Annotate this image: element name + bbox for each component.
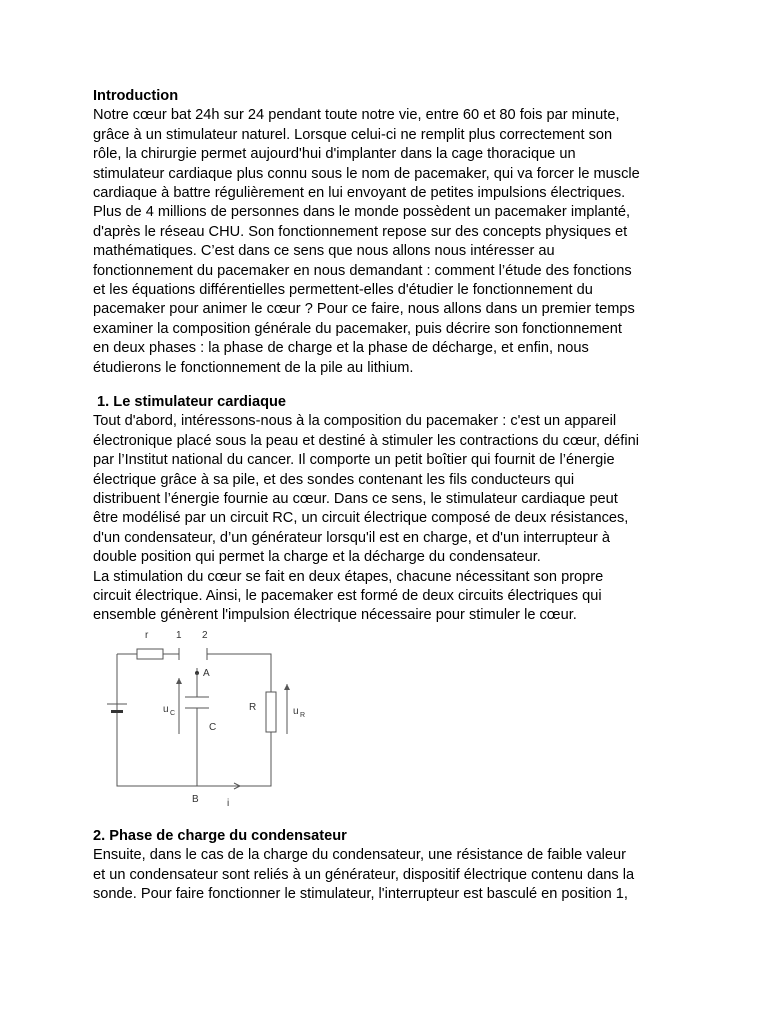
label-uc-subscript: C — [170, 710, 176, 717]
text-line: étudierons le fonctionnement de la pile au lithium. — [93, 359, 414, 376]
stimulateur-section — [93, 393, 689, 626]
introduction-section — [93, 87, 689, 378]
text-line: La stimulation du cœur se fait en deux étapes, chacune nécessitant son propre — [93, 568, 604, 585]
resistor-R — [266, 692, 276, 732]
section-1-heading: 1. Le stimulateur cardiaque — [93, 394, 287, 410]
battery-plate — [111, 710, 123, 713]
label-1: 1 — [176, 630, 182, 641]
text-line: Tout d'abord, intéressons-nous à la composition du pacemaker : c'est un appareil — [93, 413, 617, 430]
ur-arrowhead — [284, 684, 290, 690]
text-line: mathématiques. C’est dans ce sens que nous allons nous intéresser au — [93, 243, 555, 260]
text-line: être modélisé par un circuit RC, un circuit électrique composé de deux résistances, — [93, 510, 629, 527]
text-line: Notre cœur bat 24h sur 24 pendant toute notre vie, entre 60 et 80 fois par minute, — [93, 107, 620, 124]
introduction-heading: Introduction — [93, 88, 179, 104]
text-line: rôle, la chirurgie permet aujourd'hui d'implanter dans la cage thoracique un — [93, 146, 576, 163]
text-line: d'un condensateur, d’un générateur lorsqu'il est en charge, et d'un interrupteur à — [93, 529, 611, 546]
label-i: i — [227, 798, 230, 809]
uc-arrowhead — [176, 678, 182, 684]
circuit-wire — [117, 654, 271, 786]
label-R: R — [249, 702, 257, 713]
text-line: ensemble génèrent l'impulsion électrique nécessaire pour stimuler le cœur. — [93, 607, 577, 624]
rc-circuit-diagram — [93, 626, 333, 812]
text-line: fonctionnement du pacemaker en nous demandant : comment l’étude des fonctions — [93, 262, 632, 279]
label-r: r — [145, 630, 149, 641]
label-c: C — [209, 722, 217, 733]
text-line: et les équations différentielles permettent-elles d'étudier le fonctionnement du — [93, 282, 593, 299]
charge-section — [93, 827, 689, 905]
text-line: pacemaker pour animer le cœur ? Pour ce faire, nous allons dans un premier temps — [93, 301, 635, 318]
text-line: double position qui permet la charge et la décharge du condensateur. — [93, 549, 541, 566]
text-line: distribuent l’énergie fournie au cœur. Dans ce sens, le stimulateur cardiaque peut — [93, 491, 618, 508]
text-line: en deux phases : la phase de charge et la phase de décharge, et enfin, nous — [93, 340, 589, 357]
label-2: 2 — [202, 630, 208, 641]
text-line: électronique placé sous la peau et destiné à stimuler les contractions du cœur, défini — [93, 432, 639, 449]
text-line: électrique grâce à sa pile, et des sondes contenant les fils conducteurs qui — [93, 471, 575, 488]
text-line: Ensuite, dans le cas de la charge du condensateur, une résistance de faible valeur — [93, 847, 627, 864]
text-line: circuit électrique. Ainsi, le pacemaker est formé de deux circuits électriques qui — [93, 588, 602, 605]
label-uc: u — [163, 704, 169, 715]
text-line: examiner la composition générale du pacemaker, puis décrire son fonctionnement — [93, 320, 622, 337]
label-ur-subscript: R — [300, 712, 306, 719]
text-line: d'après le réseau CHU. Son fonctionnement repose sur des concepts physiques et — [93, 223, 628, 240]
resistor-r — [137, 649, 163, 659]
text-line: grâce à un stimulateur naturel. Lorsque celui-ci ne remplit plus correctement son — [93, 126, 613, 143]
text-line: Plus de 4 millions de personnes dans le monde possèdent un pacemaker implanté, — [93, 204, 631, 221]
section-2-paragraph — [93, 846, 689, 904]
label-ur: u — [293, 706, 299, 717]
section-2-heading: 2. Phase de charge du condensateur — [93, 828, 347, 844]
text-line: et un condensateur sont reliés à un générateur, dispositif électrique contenu dans la — [93, 866, 635, 883]
text-line: par l’Institut national du cancer. Il comporte un petit boîtier qui fournit de l’énergie — [93, 452, 615, 469]
label-b: B — [192, 794, 199, 805]
section-1-paragraph — [93, 412, 689, 625]
text-line: cardiaque à battre régulièrement en lui envoyant de petites impulsions électriques. — [93, 185, 626, 202]
text-line: sonde. Pour faire fonctionner le stimulateur, l'interrupteur est basculé en position 1, — [93, 886, 628, 903]
text-line: stimulateur cardiaque plus connu sous le nom de pacemaker, qui va forcer le muscle — [93, 165, 640, 182]
label-a: A — [203, 668, 210, 679]
introduction-paragraph — [93, 106, 689, 378]
